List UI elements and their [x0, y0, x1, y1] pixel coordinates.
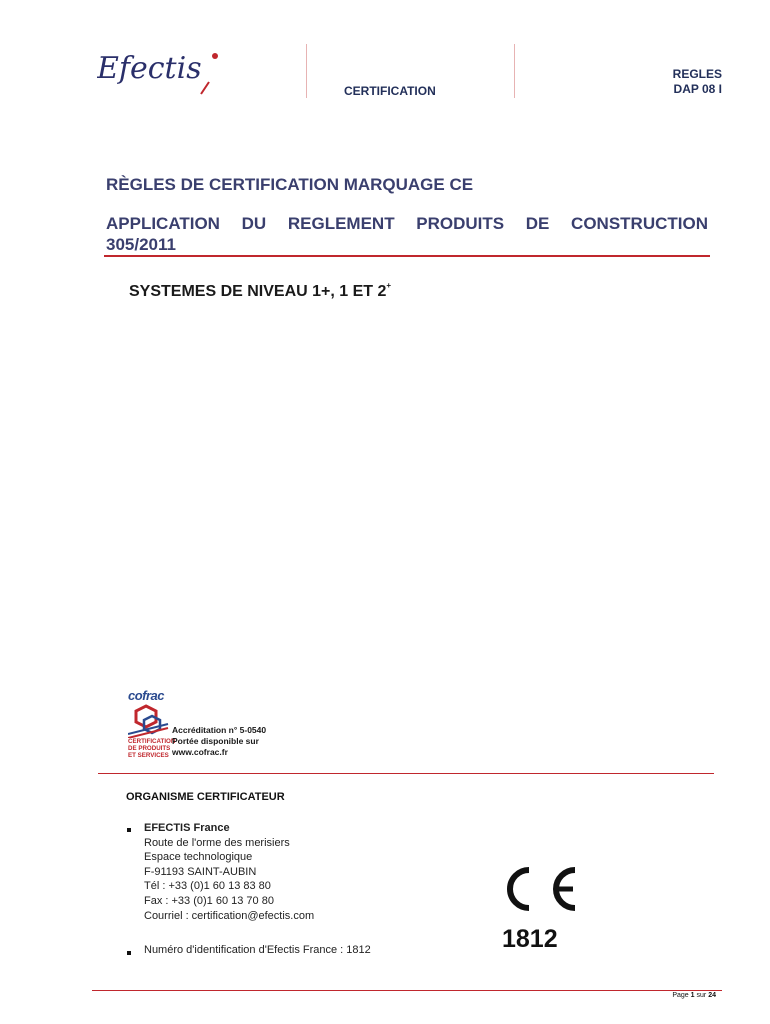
title-regles: RÈGLES DE CERTIFICATION MARQUAGE CE — [106, 175, 474, 194]
page-sep: sur — [696, 992, 707, 999]
bullet-icon — [127, 951, 131, 955]
title-underline — [104, 255, 710, 257]
footer-rule — [92, 990, 722, 991]
title-application: APPLICATION DU REGLEMENT PRODUITS DE CONSTRUCTION — [106, 214, 708, 233]
header-doc-ref — [673, 67, 722, 97]
header-dap: DAP 08 I — [673, 82, 722, 96]
header-divider-right — [514, 44, 515, 98]
organisme-address — [144, 821, 314, 923]
cofrac-acc-1: Accréditation n° 5-0540 — [172, 725, 267, 735]
cofrac-acc-3: www.cofrac.fr — [172, 747, 228, 757]
organisme-title: ORGANISME CERTIFICATEUR — [126, 791, 285, 803]
cofrac-small-1: CERTIFICATION — [128, 738, 176, 745]
subtitle-sup: + — [386, 281, 392, 290]
fax-line: Fax : +33 (0)1 60 13 70 80 — [144, 894, 274, 907]
page-current: 1 — [690, 992, 695, 999]
page-prefix: Page — [672, 992, 689, 999]
logo-wordmark: Efectis — [97, 51, 202, 86]
header-certification-label: CERTIFICATION — [344, 84, 436, 98]
email-line: Courriel : certification@efectis.com — [144, 909, 315, 922]
bullet-icon — [127, 828, 131, 832]
header-regles: REGLES — [672, 67, 722, 81]
efectis-logo — [97, 48, 257, 98]
address-line: Espace technologique — [144, 851, 253, 864]
cofrac-small-2: DE PRODUITS — [128, 745, 171, 752]
phone-line: Tél : +33 (0)1 60 13 83 80 — [144, 880, 271, 893]
organisme-identification: Numéro d'identification d'Efectis France : 1812 — [144, 944, 371, 956]
cofrac-small-3: ET SERVICES — [128, 752, 169, 759]
page-number — [672, 992, 716, 999]
cofrac-wordmark: cofrac — [128, 688, 165, 703]
address-line: Route de l'orme des merisiers — [144, 836, 290, 849]
cofrac-accreditation-text — [172, 725, 266, 758]
section-divider — [98, 773, 714, 774]
cofrac-emblem-icon — [128, 704, 170, 738]
subtitle-text: SYSTEMES DE NIVEAU 1+, 1 ET 2 — [129, 283, 387, 300]
subtitle-systemes — [129, 283, 391, 301]
header-divider-left — [306, 44, 307, 98]
ce-mark-icon — [495, 862, 579, 916]
title-regulation-number: 305/2011 — [106, 235, 176, 254]
ce-notified-body-number: 1812 — [502, 925, 558, 953]
cofrac-accreditation-block — [128, 688, 308, 764]
cofrac-small-text — [128, 738, 175, 759]
page-total: 24 — [708, 992, 716, 999]
organisme-name: EFECTIS France — [144, 822, 230, 834]
address-line: F-91193 SAINT-AUBIN — [144, 865, 257, 878]
cofrac-acc-2: Portée disponible sur — [172, 736, 259, 746]
